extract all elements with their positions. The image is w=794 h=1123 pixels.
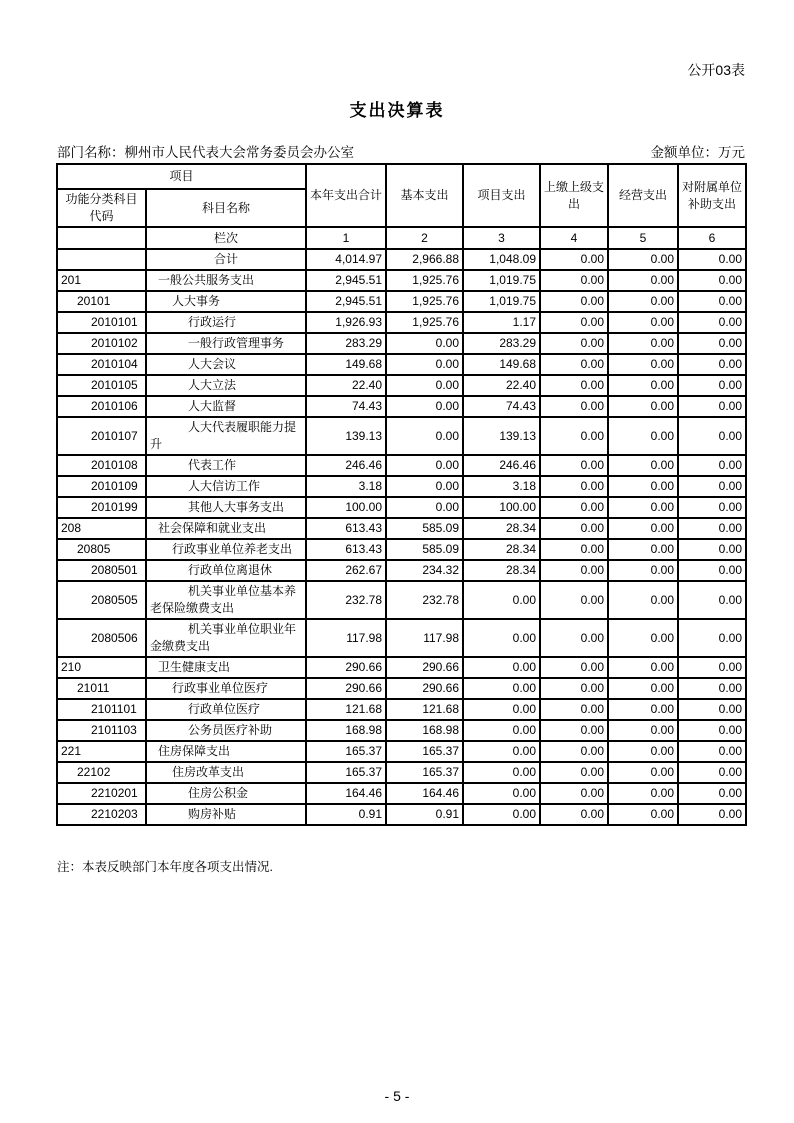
value-cell: 0.00 (540, 741, 608, 762)
value-cell: 0.00 (678, 804, 746, 825)
subject-name-cell: 人大立法 (146, 375, 306, 396)
subject-code-cell: 2010106 (57, 396, 146, 417)
value-cell: 0.00 (608, 762, 678, 783)
value-cell: 0.00 (386, 375, 463, 396)
value-cell: 28.34 (463, 539, 540, 560)
value-cell: 74.43 (306, 396, 386, 417)
value-cell: 613.43 (306, 518, 386, 539)
value-cell: 585.09 (386, 518, 463, 539)
subject-name-cell: 机关事业单位基本养老保险缴费支出 (146, 581, 306, 619)
value-cell: 0.00 (463, 657, 540, 678)
table-row (57, 417, 746, 455)
subject-name-cell: 一般公共服务支出 (146, 270, 306, 291)
header-col-year-total: 本年支出合计 (306, 164, 386, 227)
value-cell: 165.37 (306, 741, 386, 762)
value-cell: 0.00 (540, 804, 608, 825)
value-cell: 0.00 (678, 657, 746, 678)
value-cell: 0.00 (540, 720, 608, 741)
value-cell: 2,945.51 (306, 270, 386, 291)
value-cell: 0.00 (608, 804, 678, 825)
form-code-label: 公开03表 (687, 62, 745, 78)
subject-name-cell: 机关事业单位职业年金缴费支出 (146, 619, 306, 657)
value-cell: 0.00 (463, 762, 540, 783)
value-cell: 168.98 (306, 720, 386, 741)
value-cell: 0.00 (678, 762, 746, 783)
table-row (57, 518, 746, 539)
value-cell: 283.29 (463, 333, 540, 354)
value-cell: 0.00 (540, 518, 608, 539)
table-row (57, 699, 746, 720)
subject-code-cell: 21011 (57, 678, 146, 699)
subject-name-cell: 购房补贴 (146, 804, 306, 825)
subject-name-cell: 行政事业单位养老支出 (146, 539, 306, 560)
value-cell: 0.00 (678, 270, 746, 291)
value-cell: 1,926.93 (306, 312, 386, 333)
value-cell: 0.00 (463, 581, 540, 619)
value-cell: 0.00 (386, 396, 463, 417)
value-cell: 0.00 (540, 783, 608, 804)
value-cell: 164.46 (306, 783, 386, 804)
subject-code-cell: 20101 (57, 291, 146, 312)
subject-name-cell: 人大代表履职能力提升 (146, 417, 306, 455)
subject-code-cell: 2010105 (57, 375, 146, 396)
value-cell: 0.00 (608, 720, 678, 741)
subject-code-cell: 2010109 (57, 476, 146, 497)
value-cell: 0.00 (678, 783, 746, 804)
table-footnote: 注：本表反映部门本年度各项支出情况. (57, 860, 273, 874)
subject-code-cell: 2080501 (57, 560, 146, 581)
table-row (57, 762, 746, 783)
value-cell: 0.00 (540, 333, 608, 354)
table-row (57, 396, 746, 417)
value-cell: 0.00 (608, 354, 678, 375)
value-cell: 0.00 (386, 333, 463, 354)
table-row (57, 497, 746, 518)
value-cell: 1,925.76 (386, 270, 463, 291)
value-cell: 0.00 (608, 741, 678, 762)
value-cell: 246.46 (306, 455, 386, 476)
value-cell: 0.00 (540, 560, 608, 581)
header-row-group (57, 164, 746, 189)
value-cell: 290.66 (386, 678, 463, 699)
value-cell: 0.00 (608, 539, 678, 560)
value-cell: 149.68 (306, 354, 386, 375)
value-cell: 1,925.76 (386, 291, 463, 312)
value-cell: 262.67 (306, 560, 386, 581)
value-cell: 0.00 (608, 417, 678, 455)
header-item-group: 项目 (57, 164, 306, 189)
page-title: 支出决算表 (349, 101, 445, 120)
value-cell: 0.00 (540, 396, 608, 417)
value-cell: 0.00 (540, 312, 608, 333)
value-cell: 0.00 (608, 581, 678, 619)
column-index-6: 6 (678, 227, 746, 249)
value-cell: 1,019.75 (463, 291, 540, 312)
value-cell: 0.00 (386, 476, 463, 497)
amount-unit-label: 金额单位：万元 (650, 145, 745, 160)
table-row (57, 455, 746, 476)
value-cell: 0.00 (678, 312, 746, 333)
subject-name-cell: 公务员医疗补助 (146, 720, 306, 741)
value-cell: 0.00 (540, 678, 608, 699)
value-cell: 0.00 (540, 291, 608, 312)
subject-name-cell: 人大监督 (146, 396, 306, 417)
header-col-basic: 基本支出 (386, 164, 463, 227)
value-cell: 165.37 (306, 762, 386, 783)
value-cell: 0.00 (608, 699, 678, 720)
value-cell: 0.00 (463, 741, 540, 762)
value-cell: 165.37 (386, 762, 463, 783)
value-cell: 585.09 (386, 539, 463, 560)
value-cell: 168.98 (386, 720, 463, 741)
value-cell: 290.66 (386, 657, 463, 678)
subject-name-cell: 代表工作 (146, 455, 306, 476)
value-cell: 28.34 (463, 560, 540, 581)
subject-code-cell: 2010101 (57, 312, 146, 333)
value-cell: 22.40 (463, 375, 540, 396)
subject-code-cell: 201 (57, 270, 146, 291)
table-row (57, 476, 746, 497)
value-cell: 117.98 (306, 619, 386, 657)
column-index-3: 3 (463, 227, 540, 249)
value-cell: 0.00 (608, 560, 678, 581)
value-cell: 0.91 (386, 804, 463, 825)
value-cell: 0.00 (463, 783, 540, 804)
value-cell: 0.00 (608, 333, 678, 354)
value-cell: 139.13 (463, 417, 540, 455)
value-cell: 164.46 (386, 783, 463, 804)
header-col-upper-remit: 上缴上级支出 (540, 164, 608, 227)
subject-name-cell: 合计 (146, 249, 306, 270)
value-cell: 0.00 (540, 619, 608, 657)
value-cell: 22.40 (306, 375, 386, 396)
value-cell: 0.00 (608, 291, 678, 312)
subject-code-cell: 22102 (57, 762, 146, 783)
value-cell: 0.00 (608, 396, 678, 417)
column-index-5: 5 (608, 227, 678, 249)
subject-name-cell: 其他人大事务支出 (146, 497, 306, 518)
expenditure-table (56, 163, 747, 826)
value-cell: 0.00 (678, 678, 746, 699)
subject-name-cell: 人大信访工作 (146, 476, 306, 497)
value-cell: 139.13 (306, 417, 386, 455)
value-cell: 4,014.97 (306, 249, 386, 270)
value-cell: 0.00 (678, 497, 746, 518)
value-cell: 0.00 (540, 539, 608, 560)
value-cell: 246.46 (463, 455, 540, 476)
value-cell: 0.00 (608, 455, 678, 476)
table-row (57, 619, 746, 657)
value-cell: 0.00 (608, 678, 678, 699)
value-cell: 0.91 (306, 804, 386, 825)
value-cell: 121.68 (386, 699, 463, 720)
value-cell: 0.00 (540, 476, 608, 497)
value-cell: 0.00 (608, 783, 678, 804)
page-number: - 5 - (384, 1088, 410, 1104)
value-cell: 0.00 (540, 581, 608, 619)
value-cell: 613.43 (306, 539, 386, 560)
value-cell: 1.17 (463, 312, 540, 333)
value-cell: 0.00 (678, 539, 746, 560)
value-cell: 117.98 (386, 619, 463, 657)
column-index-1: 1 (306, 227, 386, 249)
value-cell: 0.00 (678, 455, 746, 476)
subject-code-cell: 2010108 (57, 455, 146, 476)
value-cell: 100.00 (306, 497, 386, 518)
value-cell: 0.00 (540, 699, 608, 720)
value-cell: 1,925.76 (386, 312, 463, 333)
subject-name-cell: 社会保障和就业支出 (146, 518, 306, 539)
subject-name-cell: 人大会议 (146, 354, 306, 375)
value-cell: 0.00 (678, 560, 746, 581)
subject-code-cell: 2210201 (57, 783, 146, 804)
value-cell: 0.00 (608, 619, 678, 657)
subject-name-cell: 行政单位离退休 (146, 560, 306, 581)
value-cell: 0.00 (678, 396, 746, 417)
value-cell: 232.78 (306, 581, 386, 619)
subject-code-cell: 2210203 (57, 804, 146, 825)
table-row (57, 539, 746, 560)
header-col-affiliate-subsidy: 对附属单位补助支出 (678, 164, 746, 227)
table-row (57, 804, 746, 825)
subject-code-cell: 2010199 (57, 497, 146, 518)
value-cell: 2,966.88 (386, 249, 463, 270)
subject-name-cell: 住房改革支出 (146, 762, 306, 783)
table-row (57, 375, 746, 396)
subject-code-cell: 2010104 (57, 354, 146, 375)
value-cell: 0.00 (540, 270, 608, 291)
value-cell: 0.00 (463, 619, 540, 657)
table-row (57, 581, 746, 619)
column-index-row (57, 227, 746, 249)
subject-code-cell: 2080506 (57, 619, 146, 657)
value-cell: 2,945.51 (306, 291, 386, 312)
subject-code-cell: 210 (57, 657, 146, 678)
table-row (57, 783, 746, 804)
subject-name-cell: 行政运行 (146, 312, 306, 333)
value-cell: 0.00 (678, 518, 746, 539)
subject-code-cell: 221 (57, 741, 146, 762)
value-cell: 74.43 (463, 396, 540, 417)
value-cell: 0.00 (463, 699, 540, 720)
value-cell: 0.00 (678, 581, 746, 619)
value-cell: 0.00 (608, 270, 678, 291)
subject-code-cell (57, 249, 146, 270)
value-cell: 232.78 (386, 581, 463, 619)
value-cell: 3.18 (463, 476, 540, 497)
meta-row (57, 141, 745, 161)
subject-code-cell: 208 (57, 518, 146, 539)
value-cell: 0.00 (463, 804, 540, 825)
index-empty-cell (57, 227, 146, 249)
value-cell: 234.32 (386, 560, 463, 581)
value-cell: 0.00 (608, 249, 678, 270)
table-row (57, 291, 746, 312)
value-cell: 290.66 (306, 657, 386, 678)
subject-code-cell: 2010102 (57, 333, 146, 354)
value-cell: 0.00 (678, 333, 746, 354)
value-cell: 0.00 (540, 455, 608, 476)
subject-code-cell: 20805 (57, 539, 146, 560)
value-cell: 0.00 (463, 720, 540, 741)
table-body (57, 249, 746, 825)
value-cell: 283.29 (306, 333, 386, 354)
value-cell: 1,019.75 (463, 270, 540, 291)
subject-code-cell: 2101103 (57, 720, 146, 741)
value-cell: 28.34 (463, 518, 540, 539)
value-cell: 0.00 (678, 375, 746, 396)
value-cell: 149.68 (463, 354, 540, 375)
value-cell: 100.00 (463, 497, 540, 518)
subject-name-cell: 住房公积金 (146, 783, 306, 804)
value-cell: 0.00 (678, 291, 746, 312)
value-cell: 0.00 (540, 497, 608, 518)
value-cell: 0.00 (678, 354, 746, 375)
value-cell: 0.00 (608, 312, 678, 333)
value-cell: 0.00 (678, 249, 746, 270)
column-index-4: 4 (540, 227, 608, 249)
table-row (57, 560, 746, 581)
value-cell: 0.00 (386, 417, 463, 455)
subject-name-cell: 一般行政管理事务 (146, 333, 306, 354)
subject-name-cell: 行政事业单位医疗 (146, 678, 306, 699)
table-row (57, 312, 746, 333)
value-cell: 0.00 (540, 375, 608, 396)
value-cell: 0.00 (540, 762, 608, 783)
value-cell: 0.00 (386, 354, 463, 375)
subject-code-cell: 2080505 (57, 581, 146, 619)
value-cell: 0.00 (608, 375, 678, 396)
value-cell: 0.00 (678, 720, 746, 741)
column-index-2: 2 (386, 227, 463, 249)
header-subject-name: 科目名称 (146, 189, 306, 227)
table-row (57, 333, 746, 354)
value-cell: 121.68 (306, 699, 386, 720)
header-subject-code: 功能分类科目代码 (57, 189, 146, 227)
value-cell: 0.00 (608, 476, 678, 497)
value-cell: 0.00 (463, 678, 540, 699)
value-cell: 0.00 (678, 619, 746, 657)
subject-name-cell: 住房保障支出 (146, 741, 306, 762)
value-cell: 0.00 (386, 455, 463, 476)
value-cell: 1,048.09 (463, 249, 540, 270)
header-col-project: 项目支出 (463, 164, 540, 227)
value-cell: 0.00 (540, 657, 608, 678)
value-cell: 0.00 (608, 657, 678, 678)
table-row (57, 249, 746, 270)
value-cell: 0.00 (608, 518, 678, 539)
value-cell: 0.00 (386, 497, 463, 518)
department-name-label: 部门名称：柳州市人民代表大会常务委员会办公室 (57, 145, 354, 160)
table-row (57, 678, 746, 699)
value-cell: 0.00 (678, 476, 746, 497)
value-cell: 0.00 (678, 417, 746, 455)
table-row (57, 720, 746, 741)
subject-code-cell: 2101101 (57, 699, 146, 720)
table-row (57, 657, 746, 678)
value-cell: 0.00 (678, 699, 746, 720)
subject-name-cell: 行政单位医疗 (146, 699, 306, 720)
table-row (57, 741, 746, 762)
index-label-cell: 栏次 (146, 227, 306, 249)
value-cell: 0.00 (540, 249, 608, 270)
table-row (57, 270, 746, 291)
subject-name-cell: 人大事务 (146, 291, 306, 312)
subject-code-cell: 2010107 (57, 417, 146, 455)
value-cell: 0.00 (540, 417, 608, 455)
value-cell: 290.66 (306, 678, 386, 699)
header-col-operating: 经营支出 (608, 164, 678, 227)
subject-name-cell: 卫生健康支出 (146, 657, 306, 678)
table-row (57, 354, 746, 375)
value-cell: 165.37 (386, 741, 463, 762)
value-cell: 0.00 (608, 497, 678, 518)
value-cell: 3.18 (306, 476, 386, 497)
value-cell: 0.00 (540, 354, 608, 375)
value-cell: 0.00 (678, 741, 746, 762)
